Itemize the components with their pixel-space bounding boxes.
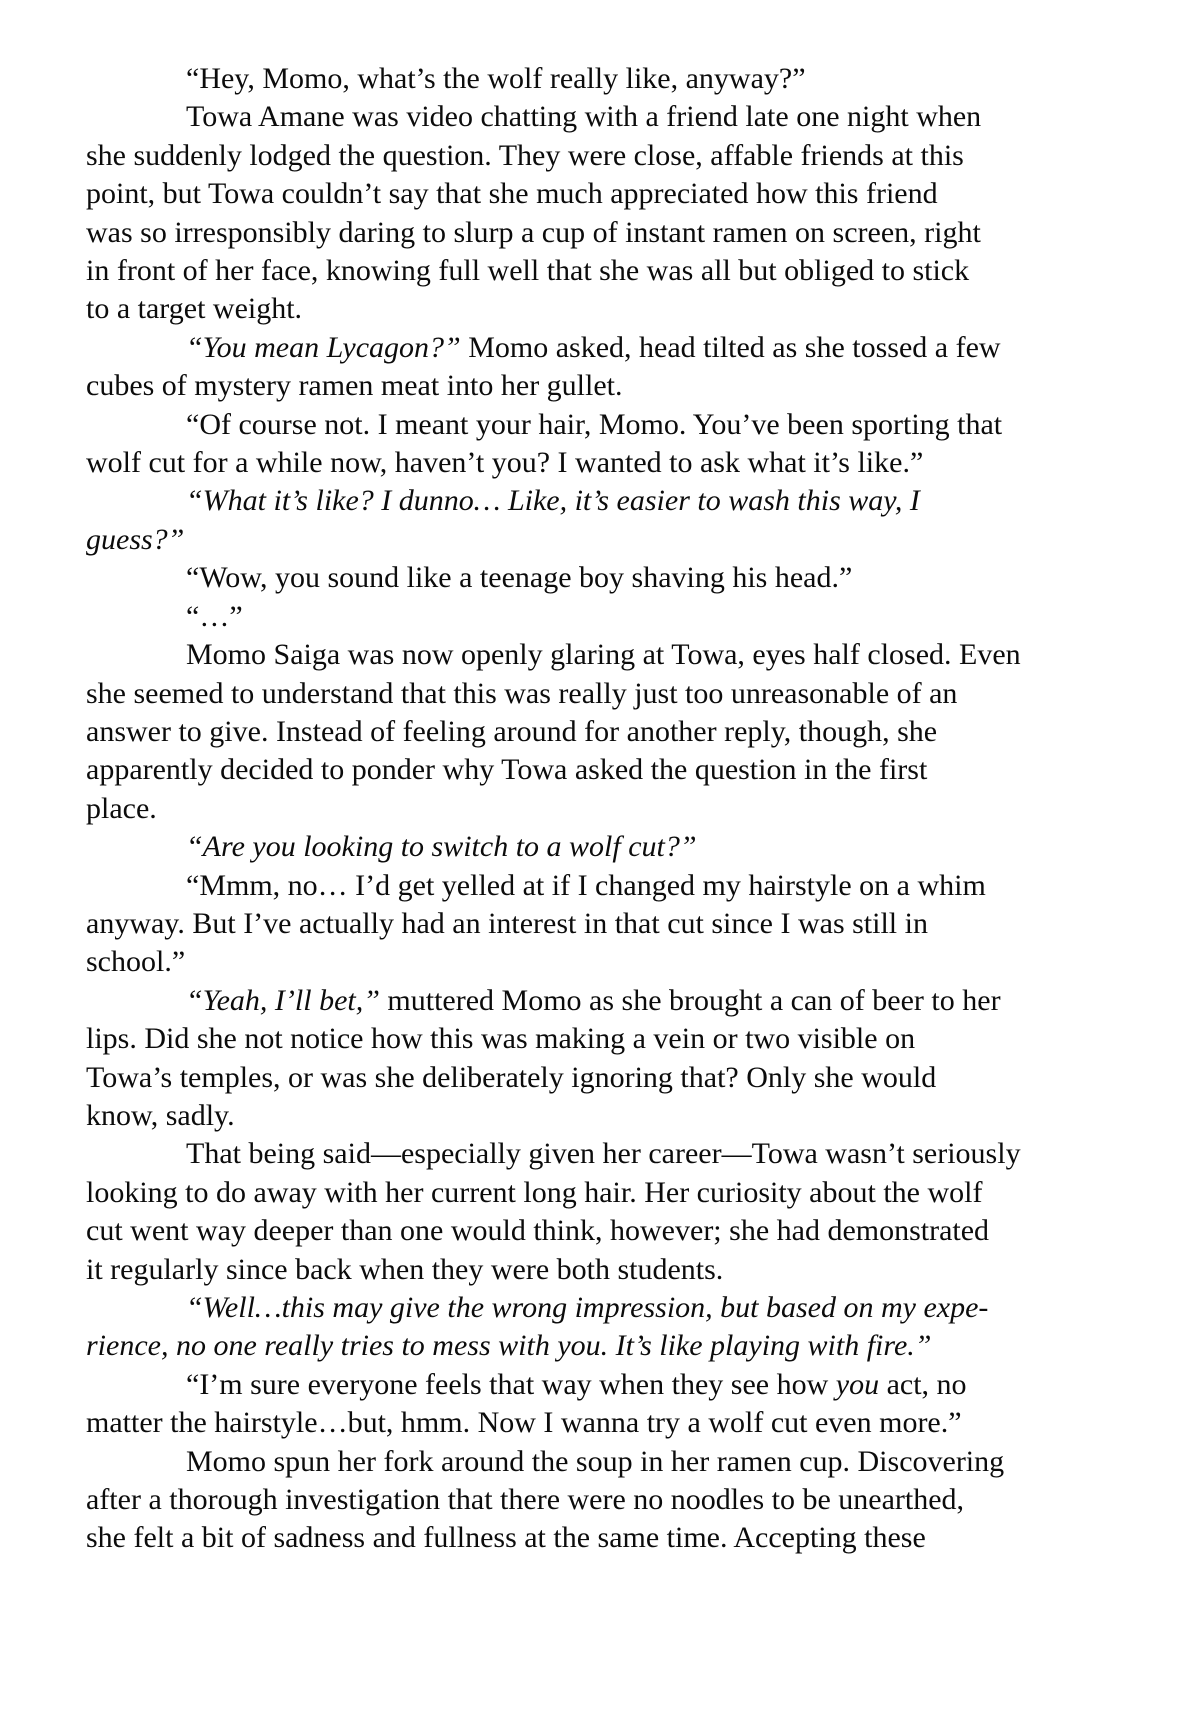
- text-segment: anyway. But I’ve actually had an interest in that cut since I was still in: [86, 906, 928, 940]
- text-line: [86, 559, 1116, 597]
- text-segment: wolf cut for a while now, haven’t you? I wanted to ask what it’s like.”: [86, 446, 924, 480]
- text-line: [86, 137, 1116, 175]
- text-segment: know, sadly.: [86, 1098, 235, 1132]
- italic-text-segment: “You mean Lycagon?”: [186, 330, 469, 364]
- text-line: [86, 444, 1116, 482]
- text-segment: point, but Towa couldn’t say that she much appreciated how this friend: [86, 177, 938, 211]
- text-line: [86, 751, 1116, 789]
- text-line: [86, 982, 1116, 1020]
- text-line: [86, 943, 1116, 981]
- text-segment: to a target weight.: [86, 292, 303, 326]
- text-segment: Towa’s temples, or was she deliberately ignoring that? Only she would: [86, 1060, 937, 1094]
- text-line: [86, 482, 1116, 520]
- text-segment: Momo spun her fork around the soup in her ramen cup. Discovering: [186, 1444, 1005, 1478]
- italic-text-segment: rience, no one really tries to mess with you. It’s like playing with fire.”: [86, 1329, 932, 1363]
- text-segment: “I’m sure everyone feels that way when they see how: [186, 1367, 836, 1401]
- italic-text-segment: you: [835, 1367, 880, 1401]
- text-segment: “Mmm, no… I’d get yelled at if I changed my hairstyle on a whim: [186, 868, 986, 902]
- text-line: [86, 1366, 1116, 1404]
- text-line: [86, 290, 1116, 328]
- text-line: [86, 1404, 1116, 1442]
- text-line: [86, 1174, 1116, 1212]
- text-segment: after a thorough investigation that there were no noodles to be unearthed,: [86, 1483, 965, 1517]
- text-line: [86, 60, 1116, 98]
- text-line: [86, 1251, 1116, 1289]
- text-segment: in front of her face, knowing full well that she was all but obliged to stick: [86, 254, 970, 288]
- text-segment: answer to give. Instead of feeling around for another reply, though, she: [86, 714, 938, 748]
- text-segment: act, no: [879, 1367, 967, 1401]
- text-segment: she seemed to understand that this was really just too unreasonable of an: [86, 676, 958, 710]
- text-line: [86, 713, 1116, 751]
- italic-text-segment: guess?”: [86, 522, 185, 556]
- text-line: [86, 214, 1116, 252]
- text-segment: “Of course not. I meant your hair, Momo. You’ve been sporting that: [186, 407, 1003, 441]
- text-segment: That being said—especially given her career—Towa wasn’t seriously: [186, 1137, 1021, 1171]
- text-line: [86, 329, 1116, 367]
- text-line: [86, 1519, 1116, 1557]
- text-segment: matter the hairstyle…but, hmm. Now I wanna try a wolf cut even more.”: [86, 1406, 962, 1440]
- text-segment: muttered Momo as she brought a can of beer to her: [379, 983, 1001, 1017]
- italic-text-segment: “Are you looking to switch to a wolf cut?”: [186, 830, 697, 864]
- text-segment: Momo asked, head tilted as she tossed a few: [468, 330, 1001, 364]
- text-segment: place.: [86, 791, 157, 825]
- text-line: [86, 905, 1116, 943]
- text-segment: cubes of mystery ramen meat into her gullet.: [86, 369, 623, 403]
- text-line: [86, 98, 1116, 136]
- text-line: [86, 252, 1116, 290]
- text-line: [86, 521, 1116, 559]
- page-text: [86, 60, 1116, 1558]
- text-line: [86, 1289, 1116, 1327]
- text-line: [86, 1212, 1116, 1250]
- text-segment: cut went way deeper than one would think, however; she had demonstrated: [86, 1214, 990, 1248]
- text-line: [86, 406, 1116, 444]
- text-line: [86, 675, 1116, 713]
- text-segment: she suddenly lodged the question. They were close, affable friends at this: [86, 138, 964, 172]
- italic-text-segment: “Yeah, I’ll bet,”: [186, 983, 380, 1017]
- text-segment: “Hey, Momo, what’s the wolf really like, anyway?”: [186, 62, 806, 95]
- italic-text-segment: “Well…this may give the wrong impression, but based on my expe-: [186, 1291, 989, 1324]
- text-segment: school.”: [86, 945, 186, 979]
- text-line: [86, 1059, 1116, 1097]
- text-line: [86, 1097, 1116, 1135]
- text-segment: was so irresponsibly daring to slurp a cup of instant ramen on screen, right: [86, 215, 981, 249]
- text-line: [86, 828, 1116, 866]
- text-line: [86, 1020, 1116, 1058]
- text-line: [86, 636, 1116, 674]
- italic-text-segment: “What it’s like? I dunno… Like, it’s easier to wash this way, I: [186, 484, 920, 518]
- text-segment: looking to do away with her current long hair. Her curiosity about the wolf: [86, 1175, 983, 1209]
- text-segment: Momo Saiga was now openly glaring at Towa, eyes half closed. Even: [186, 638, 1021, 672]
- text-line: [86, 867, 1116, 905]
- text-line: [86, 790, 1116, 828]
- text-segment: it regularly since back when they were both students.: [86, 1252, 724, 1286]
- text-segment: Towa Amane was video chatting with a friend late one night when: [186, 100, 982, 134]
- text-segment: she felt a bit of sadness and fullness at the same time. Accepting these: [86, 1521, 926, 1555]
- text-segment: apparently decided to ponder why Towa asked the question in the first: [86, 753, 928, 787]
- text-line: [86, 367, 1116, 405]
- text-segment: “…”: [186, 599, 243, 633]
- text-segment: lips. Did she not notice how this was making a vein or two visible on: [86, 1022, 916, 1056]
- text-line: [86, 598, 1116, 636]
- text-line: [86, 1443, 1116, 1481]
- text-line: [86, 1481, 1116, 1519]
- text-line: [86, 1135, 1116, 1173]
- text-line: [86, 175, 1116, 213]
- text-segment: “Wow, you sound like a teenage boy shaving his head.”: [186, 561, 853, 595]
- text-line: [86, 1327, 1116, 1365]
